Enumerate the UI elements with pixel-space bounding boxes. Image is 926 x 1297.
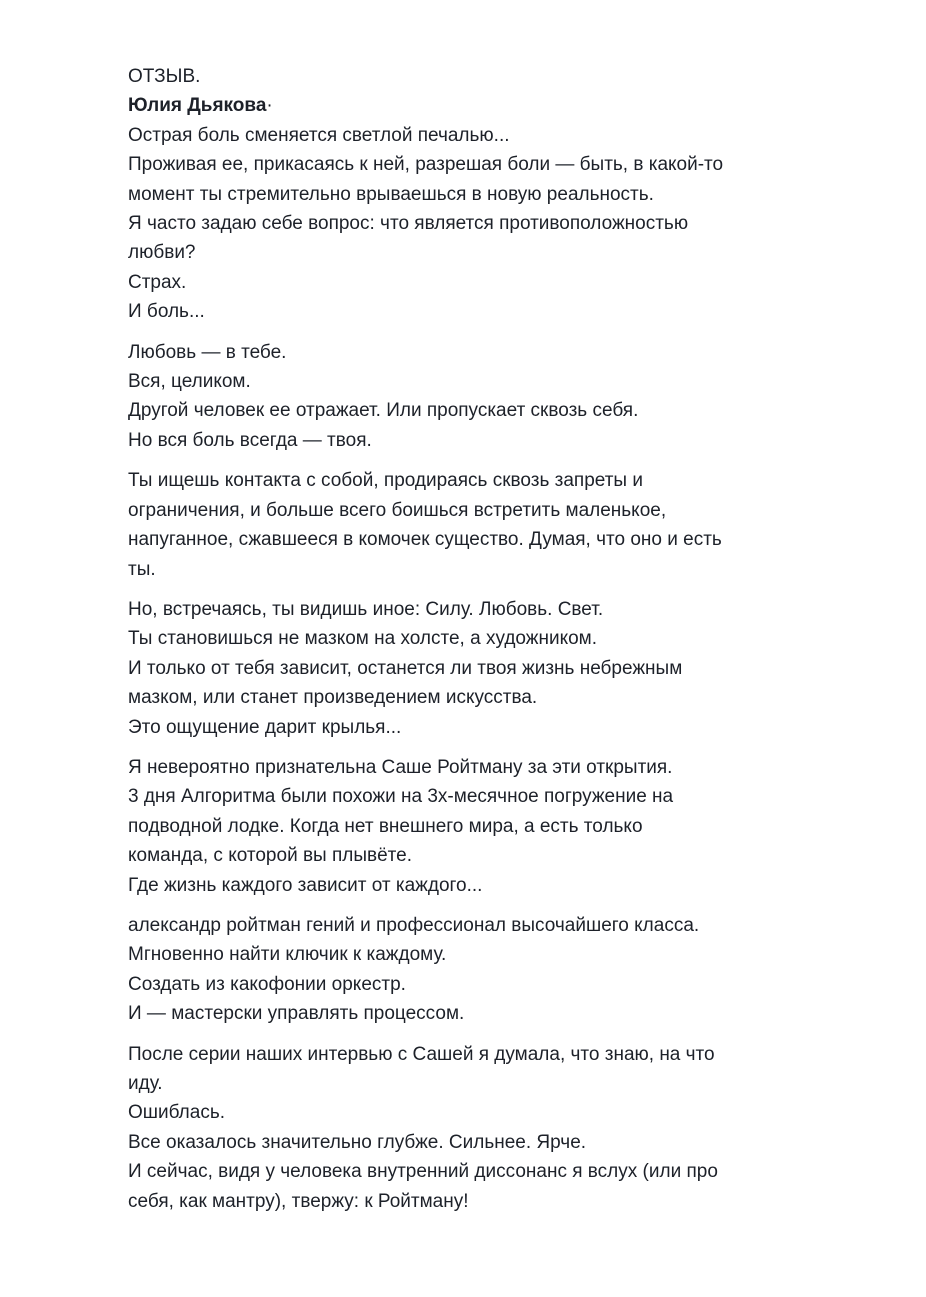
- paragraph-line: И сейчас, видя у человека внутренний диссонанс я вслух (или про: [128, 1161, 718, 1183]
- paragraph-line: Проживая ее, прикасаясь к ней, разрешая боли — быть, в какой-то: [128, 154, 724, 176]
- paragraph-line: иду.: [128, 1073, 163, 1094]
- paragraph-line: Мгновенно найти ключик к каждому.: [128, 944, 447, 966]
- paragraph-line: любви?: [128, 242, 196, 264]
- paragraph-line: Я невероятно признательна Саше Ройтману за эти открытия.: [128, 756, 673, 778]
- paragraph-line: Все оказалось значительно глубже. Сильнее. Ярче.: [128, 1131, 587, 1153]
- review-paragraph: [128, 466, 798, 584]
- paragraph-line: Где жизнь каждого зависит от каждого...: [128, 874, 483, 896]
- paragraph-line: 3 дня Алгоритма были похожи на 3х-месячное погружение на: [128, 786, 674, 808]
- review-paragraph: [128, 338, 798, 456]
- paragraph-line: Ты становишься не мазком на холсте, а художником.: [128, 628, 598, 650]
- author-separator: ·: [266, 95, 273, 117]
- author-name: Юлия Дьякова: [128, 95, 267, 117]
- paragraph-line: Ошиблась.: [128, 1102, 225, 1124]
- paragraph-line: мазком, или станет произведением искусства.: [128, 687, 538, 709]
- review-heading: ОТЗЫВ.: [128, 66, 201, 87]
- paragraph-line: И — мастерски управлять процессом.: [128, 1003, 465, 1025]
- paragraph-line: Но вся боль всегда — твоя.: [128, 429, 372, 451]
- paragraph-line: Это ощущение дарит крылья...: [128, 716, 402, 738]
- paragraph-line: Ты ищешь контакта с собой, продираясь сквозь запреты и: [128, 470, 643, 492]
- paragraph-line: напуганное, сжавшееся в комочек существо. Думая, что оно и есть: [128, 529, 722, 551]
- paragraph-line: Создать из какофонии оркестр.: [128, 973, 406, 995]
- paragraph-line: Я часто задаю себе вопрос: что является противоположностью: [128, 213, 689, 235]
- paragraph-line: И только от тебя зависит, останется ли твоя жизнь небрежным: [128, 657, 683, 679]
- review-paragraph: [128, 1040, 798, 1216]
- review-paragraph: [128, 595, 798, 742]
- paragraph-line: команда, с которой вы плывёте.: [128, 845, 413, 867]
- author-name-line: [128, 91, 798, 120]
- review-body: [128, 121, 798, 1216]
- paragraph-line: ограничения, и больше всего боишься встретить маленькое,: [128, 499, 667, 521]
- review-paragraph: [128, 121, 798, 327]
- paragraph-line: Острая боль сменяется светлой печалью...: [128, 124, 510, 146]
- paragraph-line: ты.: [128, 558, 156, 580]
- paragraph-line: себя, как мантру), твержу: к Ройтману!: [128, 1190, 469, 1212]
- review-document: [128, 62, 798, 1227]
- paragraph-line: Любовь — в тебе.: [128, 341, 287, 363]
- paragraph-line: Страх.: [128, 271, 187, 293]
- paragraph-line: Вся, целиком.: [128, 371, 251, 393]
- review-paragraph: [128, 911, 798, 1029]
- paragraph-line: подводной лодке. Когда нет внешнего мира, а есть только: [128, 815, 643, 837]
- paragraph-line: После серии наших интервью с Сашей я думала, что знаю, на что: [128, 1043, 715, 1065]
- review-paragraph: [128, 753, 798, 900]
- paragraph-line: александр ройтман гений и профессионал высочайшего класса.: [128, 914, 700, 936]
- paragraph-line: Другой человек ее отражает. Или пропускает сквозь себя.: [128, 400, 639, 422]
- paragraph-line: И боль...: [128, 301, 205, 323]
- paragraph-line: Но, встречаясь, ты видишь иное: Силу. Любовь. Свет.: [128, 598, 604, 620]
- paragraph-line: момент ты стремительно врываешься в новую реальность.: [128, 183, 654, 205]
